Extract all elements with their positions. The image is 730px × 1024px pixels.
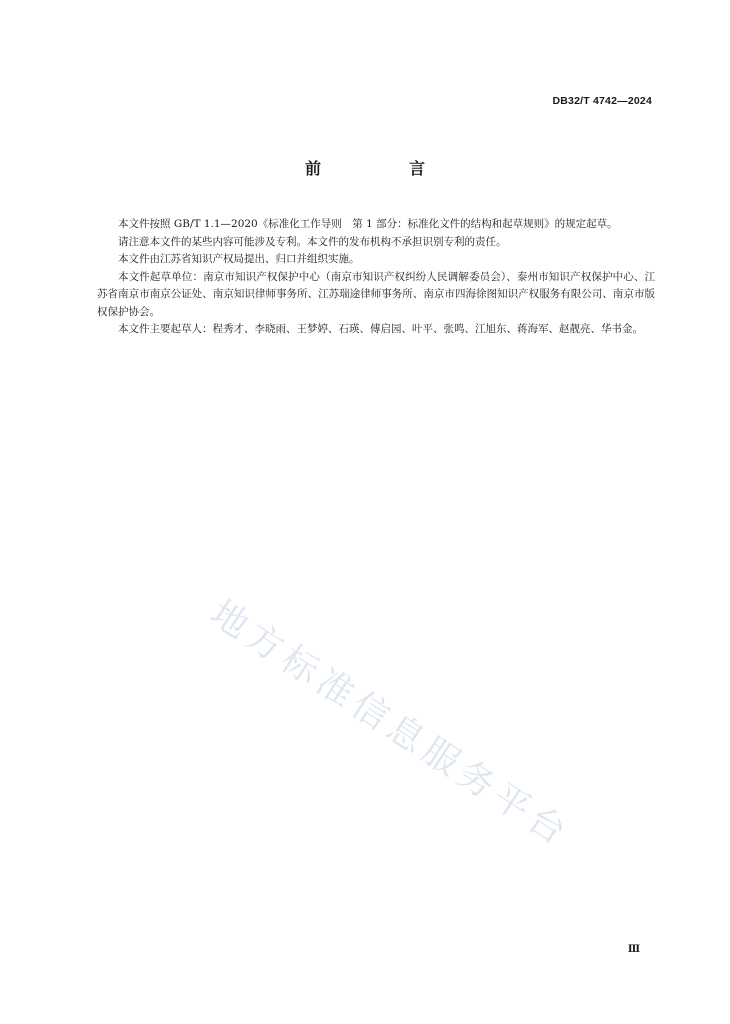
watermark: 地方标准信息服务平台 bbox=[203, 592, 578, 857]
paragraph-main-drafters: 本文件主要起草人：程秀才、李晓雨、王梦婷、石瑛、傅启园、叶平、张鸣、江旭东、蒋海军、赵靓亮、华书金。 bbox=[118, 323, 643, 335]
page-title: 前 言 bbox=[304, 159, 461, 178]
paragraph-patent-notice: 请注意本文件的某些内容可能涉及专利。本文件的发布机构不承担识别专利的责任。 bbox=[118, 235, 507, 248]
paragraph-drafting-basis: 本文件按照 GB/T 1.1—2020《标准化工作导则 第 1 部分：标准化文件的结构和起草规则》的规定起草。 bbox=[118, 218, 618, 230]
paragraph-proposer: 本文件由江苏省知识产权局提出、归口并组织实施。 bbox=[118, 253, 360, 265]
paragraph-drafting-units: 本文件起草单位：南京市知识产权保护中心（南京市知识产权纠纷人民调解委员会）、泰州市知识产权保护中心、江苏省南京市南京公证处、南京知识律师事务所、江苏瑞途律师事务所、南京市四海徐图知识产权服务有限公司、南京市版权保护协会。 bbox=[97, 270, 655, 318]
page-number: Ⅲ bbox=[627, 944, 640, 955]
foreword-body bbox=[97, 216, 655, 339]
document-code: DB32/T 4742—2024 bbox=[552, 95, 652, 107]
